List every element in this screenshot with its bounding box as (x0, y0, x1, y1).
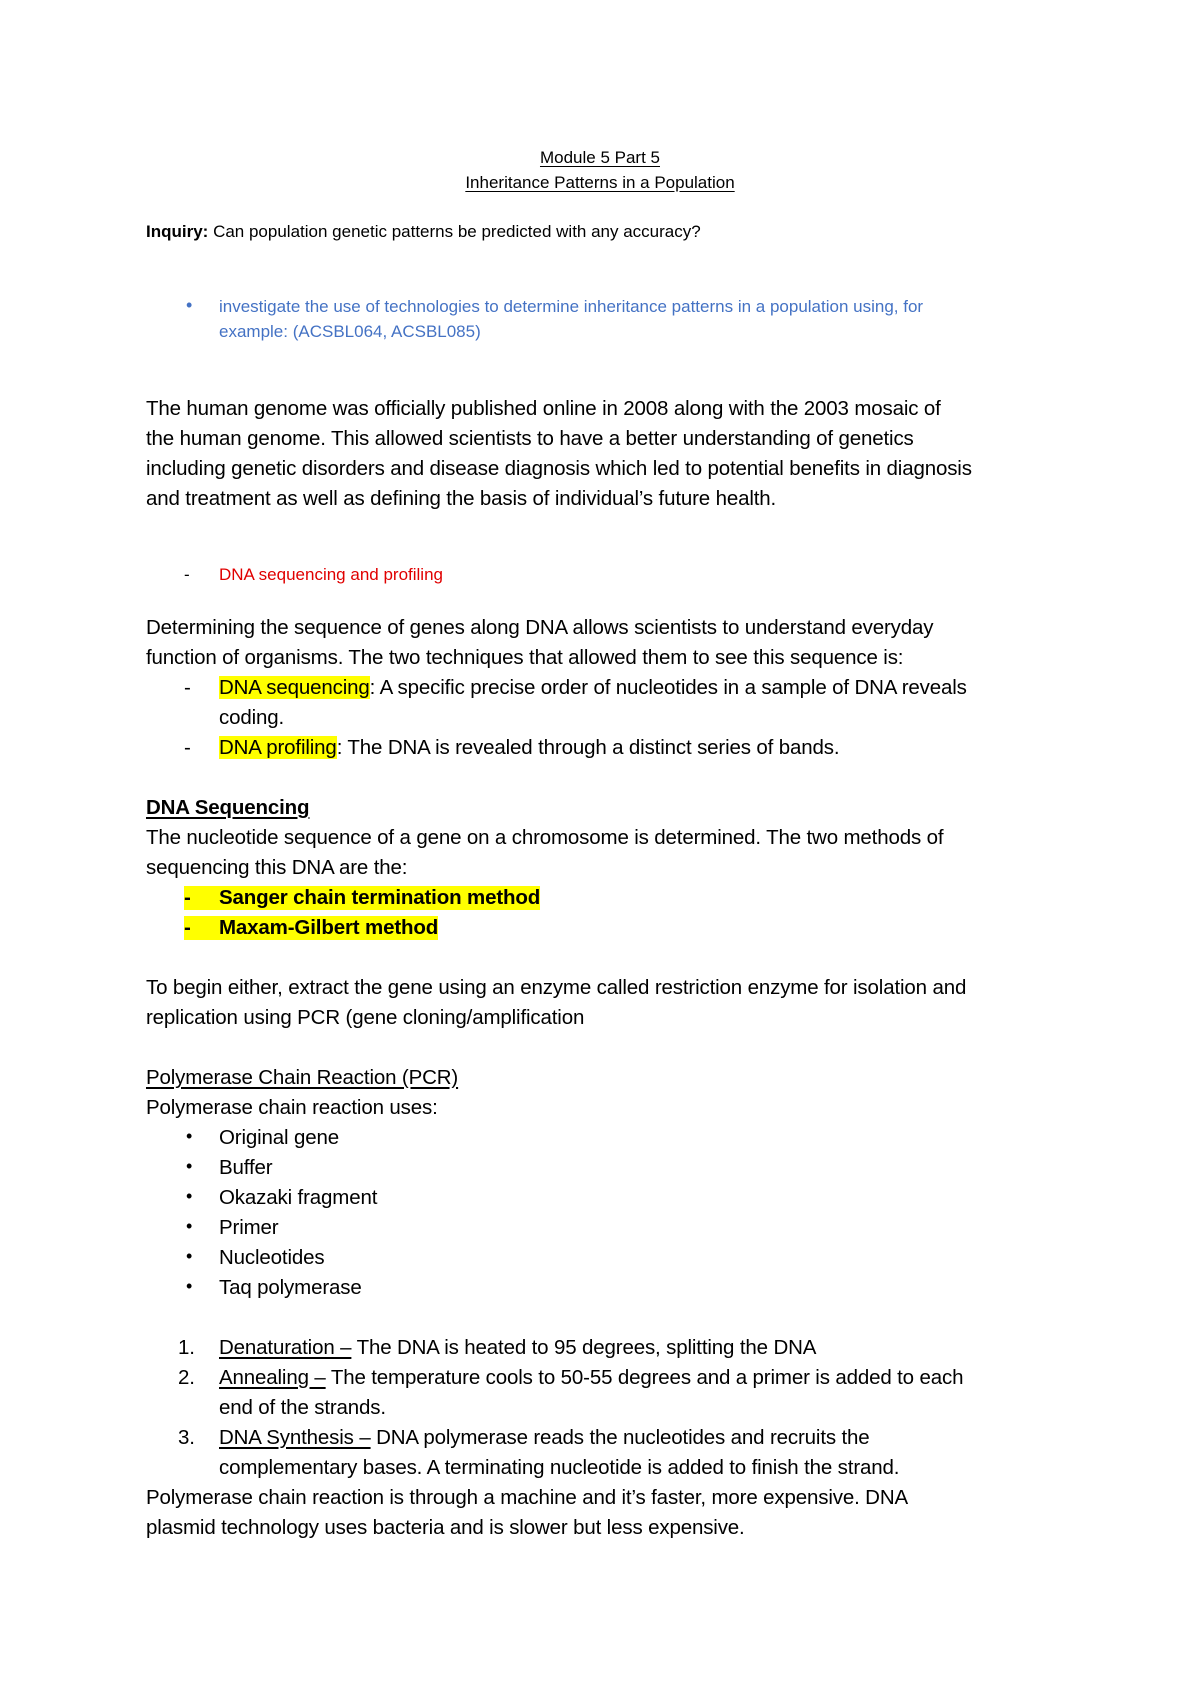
sequencing-line-2: sequencing this DNA are the: (146, 856, 408, 879)
technique-2-dash: - (184, 736, 191, 759)
step-number: 1. (178, 1336, 195, 1359)
intro-line-1: The human genome was officially published online in 2008 along with the 2003 mosaic of (146, 397, 941, 420)
technique-1-cont: coding. (219, 706, 285, 729)
inquiry-line (146, 222, 701, 242)
step-3 (219, 1426, 870, 1450)
pcr-use-item: Buffer (219, 1156, 273, 1179)
begin-line-1: To begin either, extract the gene using an enzyme called restriction enzyme for isolation and (146, 976, 967, 999)
inquiry-label: Inquiry: (146, 222, 209, 241)
determining-line-1: Determining the sequence of genes along DNA allows scientists to understand everyday (146, 616, 934, 639)
pcr-use-bullet: • (186, 1246, 193, 1266)
syllabus-line-2: example: (ACSBL064, ACSBL085) (219, 322, 481, 341)
method-2-dash: - (184, 916, 219, 940)
pcr-use-item: Taq polymerase (219, 1276, 362, 1299)
technique-1-term: DNA sequencing (219, 676, 370, 699)
syllabus-line-1: investigate the use of technologies to determine inheritance patterns in a population using, for (219, 297, 924, 316)
step-1 (219, 1336, 816, 1360)
closing-line-1: Polymerase chain reaction is through a machine and it’s faster, more expensive. DNA (146, 1486, 909, 1509)
pcr-use-bullet: • (186, 1276, 193, 1296)
step-2-cont: end of the strands. (219, 1396, 386, 1419)
step-2-term: Annealing – (219, 1366, 326, 1389)
technique-1-dash: - (184, 676, 191, 699)
dot-point: DNA sequencing and profiling (219, 565, 443, 584)
technique-2 (219, 736, 839, 760)
technique-1 (219, 676, 967, 700)
step-3-term: DNA Synthesis – (219, 1426, 371, 1449)
step-3-desc: DNA polymerase reads the nucleotides and recruits the (370, 1426, 870, 1449)
inquiry-text: Can population genetic patterns be predicted with any accuracy? (208, 222, 701, 241)
pcr-use-bullet: • (186, 1156, 193, 1176)
pcr-use-item: Okazaki fragment (219, 1186, 378, 1209)
step-2-desc: The temperature cools to 50-55 degrees and a primer is added to each (325, 1366, 964, 1389)
syllabus-bullet: • (186, 295, 193, 315)
step-2 (219, 1366, 963, 1390)
pcr-use-item: Primer (219, 1216, 279, 1239)
intro-line-4: and treatment as well as defining the basis of individual’s future health. (146, 487, 777, 510)
technique-2-term: DNA profiling (219, 736, 337, 759)
pcr-use-bullet: • (186, 1126, 193, 1146)
technique-1-desc: : A specific precise order of nucleotides in a sample of DNA reveals (369, 676, 967, 699)
intro-line-3: including genetic disorders and disease diagnosis which led to potential benefits in diagnosis (146, 457, 972, 480)
pcr-use-bullet: • (186, 1216, 193, 1236)
method-2: Maxam-Gilbert method (219, 916, 439, 939)
step-number: 2. (178, 1366, 195, 1389)
sequencing-heading: DNA Sequencing (146, 796, 310, 819)
begin-line-2: replication using PCR (gene cloning/amplification (146, 1006, 585, 1029)
step-1-term: Denaturation – (219, 1336, 352, 1359)
pcr-use-item: Original gene (219, 1126, 339, 1149)
step-3-cont: complementary bases. A terminating nucleotide is added to finish the strand. (219, 1456, 900, 1479)
step-number: 3. (178, 1426, 195, 1449)
technique-2-desc: : The DNA is revealed through a distinct series of bands. (336, 736, 840, 759)
intro-line-2: the human genome. This allowed scientists to have a better understanding of genetics (146, 427, 914, 450)
pcr-uses-label: Polymerase chain reaction uses: (146, 1096, 438, 1119)
method-1: Sanger chain termination method (219, 886, 541, 909)
page-title: Module 5 Part 5 (539, 148, 660, 167)
closing-line-2: plasmid technology uses bacteria and is slower but less expensive. (146, 1516, 745, 1539)
page-subtitle: Inheritance Patterns in a Population (465, 173, 735, 192)
pcr-use-bullet: • (186, 1186, 193, 1206)
pcr-heading: Polymerase Chain Reaction (PCR) (146, 1066, 459, 1089)
dot-point-dash: - (184, 565, 190, 584)
step-1-desc: The DNA is heated to 95 degrees, splitting the DNA (351, 1336, 817, 1359)
pcr-use-item: Nucleotides (219, 1246, 325, 1269)
method-1-dash: - (184, 886, 219, 910)
sequencing-line-1: The nucleotide sequence of a gene on a chromosome is determined. The two methods of (146, 826, 944, 849)
determining-line-2: function of organisms. The two techniques that allowed them to see this sequence is: (146, 646, 904, 669)
